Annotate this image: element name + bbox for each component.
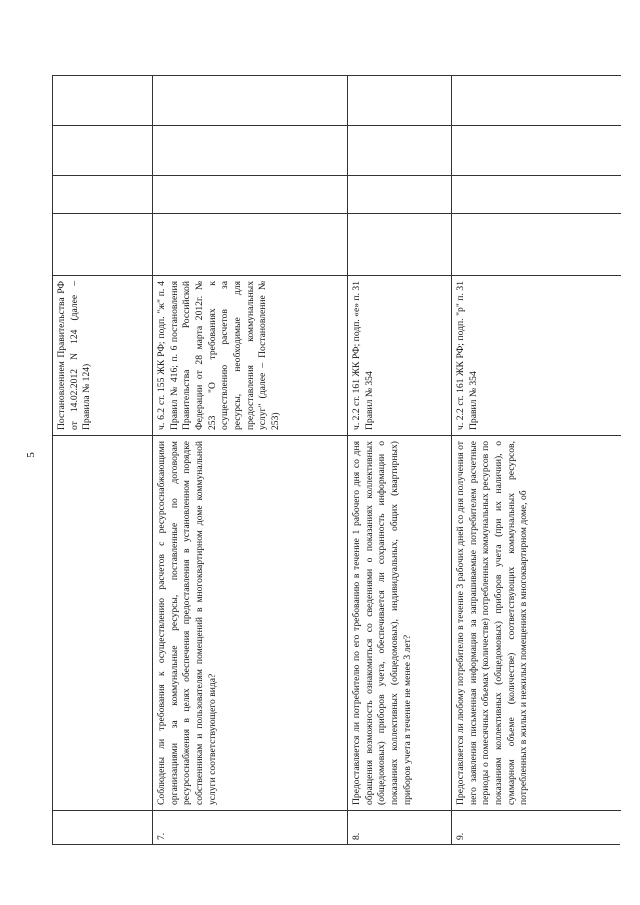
empty-cell: [348, 75, 452, 126]
empty-cell: [153, 75, 348, 126]
row-number: 9.: [455, 832, 466, 840]
question-cell: [53, 436, 153, 811]
reference-cell: ч. 2.2 ст. 161 ЖК РФ; подп. «е» п. 31 Правил № 354: [348, 276, 452, 436]
empty-cell: [153, 176, 348, 214]
table-row: [52, 75, 153, 845]
empty-cell: [348, 214, 452, 276]
empty-cell: [348, 126, 452, 176]
empty-cell: [53, 214, 153, 276]
reference-cell: Постановлением Правительства РФ от 14.02.2012 N 124 (далее – Правила № 124): [53, 276, 153, 436]
empty-cell: [348, 176, 452, 214]
row-number: 7.: [156, 832, 167, 840]
row-number: [53, 811, 153, 845]
table-row: [451, 75, 621, 845]
empty-cell: [452, 214, 621, 276]
empty-cell: [53, 176, 153, 214]
reference-cell: ч. 6.2 ст. 155 ЖК РФ; подп. "ж" п. 4 Правил № 416; п. 6 постановления Правительства Российской Федерации от 28 марта 2012г. № 253 "О требованиях к осуществлению расчетов за ресурсы, необходимые для предоставления коммунальных услуг" (далее – Постановление № 253): [153, 276, 348, 436]
empty-cell: [452, 176, 621, 214]
question-cell: Предоставляется ли любому потребителю в течение 3 рабочих дней со дня получения от него заявления письменная информация за запрашиваемые потребителем расчетные периоды о помесячных объемах (количестве) потребленных коммунальных ресурсов по показаниям коллективных (общедомовых) приборов учета (при их наличии), о суммарном объеме (количестве) соответствующих коммунальных ресурсов, потребленных в жилых и нежилых помещениях в многоквартирном доме, об: [452, 436, 621, 811]
reference-cell: ч. 2.2 ст. 161 ЖК РФ; подп. "р" п. 31 Правил № 354: [452, 276, 621, 436]
empty-cell: [452, 75, 621, 126]
empty-cell: [53, 75, 153, 126]
empty-cell: [452, 126, 621, 176]
table-row: [152, 75, 348, 845]
question-cell: Предоставляется ли потребителю по его требованию в течение 1 рабочего дня со дня обращения возможность ознакомиться со сведениями о показаниях коллективных (общедомовых) приборов учета, обеспечивается ли сохранность информации о показаниях коллективных (общедомовых), индивидуальных, общих (квартирных) приборов учета в течение не менее 3 лет?: [348, 436, 452, 811]
empty-cell: [53, 126, 153, 176]
empty-cell: [153, 214, 348, 276]
page-number: 5: [24, 452, 37, 458]
row-number: 8.: [351, 832, 362, 840]
question-cell: Соблюдены ли требования к осуществлению расчетов с ресурсоснабжающими организациями за коммунальные ресурсы, поставленные по договорам ресурсоснабжения в целях обеспечения предоставления в установленном порядке собственникам и пользователям помещений в многоквартирном доме коммунальной услуги соответствующего вида?: [153, 436, 348, 811]
empty-cell: [153, 126, 348, 176]
rotated-table: [52, 75, 620, 845]
table-row: [347, 75, 452, 845]
